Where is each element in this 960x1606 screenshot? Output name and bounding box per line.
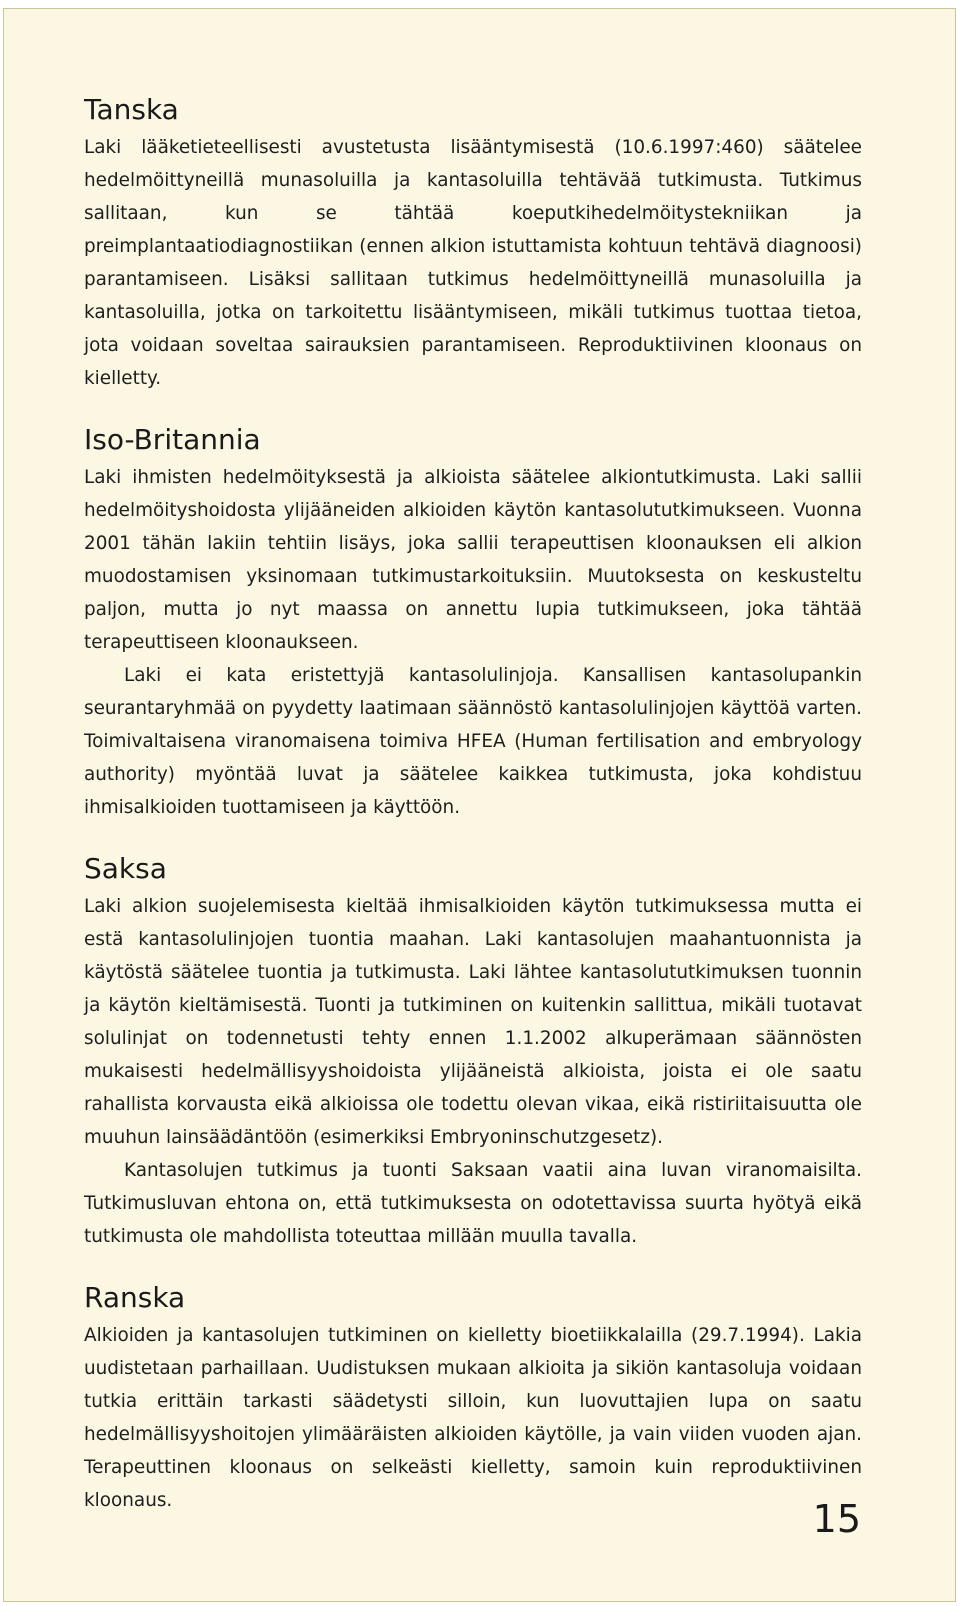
section-paragraph: Laki lääketieteellisesti avustetusta lisääntymisestä (10.6.1997:460) säätelee hedelmöittyneillä munasoluilla ja kantasoluilla tehtävää tutkimusta. Tutkimus sallitaan, kun se tähtää koeputkihedelmöitystekniikan ja preimplantaatiodiagnostiikan (ennen alkion istuttamista kohtuun tehtävä diagnoosi) parantamiseen. Lisäksi sallitaan tutkimus hedelmöittyneillä munasoluilla ja kantasoluilla, jotka on tarkoitettu lisääntymiseen, mikäli tutkimus tuottaa tietoa, jota voidaan soveltaa sairauksien parantamiseen. Reproduktiivinen kloonaus on kielletty. xyxy=(84,137,862,389)
section-paragraph: Laki ei kata eristettyjä kantasolulinjoja. Kansallisen kantasolupankin seurantaryhmää on pyydetty laatimaan säännöstö kantasolulinjojen käyttöä varten. Toimivaltaisena viranomaisena toimiva HFEA (Human fertilisation and embryology authority) myöntää luvat ja säätelee kaikkea tutkimusta, joka kohdistuu ihmisalkioiden tuottamiseen ja käyttöön. xyxy=(84,665,862,818)
section-heading: Ranska xyxy=(84,1281,186,1314)
section-tanska xyxy=(84,93,862,395)
page-number: 15 xyxy=(812,1497,861,1541)
section-saksa xyxy=(84,852,862,1253)
section-paragraph: Laki alkion suojelemisesta kieltää ihmisalkioiden käytön tutkimuksessa mutta ei estä kantasolulinjojen tuontia maahan. Laki kantasolujen maahantuonnista ja käytöstä säätelee tuontia ja tutkimusta. Laki lähtee kantasolututkimuksen tuonnin ja käytön kieltämisestä. Tuonti ja tutkiminen on kuitenkin sallittua, mikäli tuotavat solulinjat on todennetusti tehty ennen 1.1.2002 alkuperämaan säännösten mukaisesti hedelmällisyyshoidoista ylijääneistä alkioista, joista ei ole saatu rahallista korvausta eikä alkioissa ole todettu olevan vikaa, eikä ristiriitaisuutta ole muuhun lainsäädäntöön (esimerkiksi Embryoninschutzgesetz). xyxy=(84,896,862,1148)
section-ranska xyxy=(84,1281,862,1517)
section-heading: Tanska xyxy=(84,93,179,126)
section-heading: Saksa xyxy=(84,852,167,885)
section-heading: Iso-Britannia xyxy=(84,423,261,456)
section-iso-britannia xyxy=(84,423,862,824)
document-page xyxy=(3,8,956,1602)
section-paragraph: Alkioiden ja kantasolujen tutkiminen on kielletty bioetiikkalailla (29.7.1994). Lakia uudistetaan parhaillaan. Uudistuksen mukaan alkioita ja sikiön kantasoluja voidaan tutkia erittäin tarkasti säädetysti silloin, kun luovuttajien lupa on saatu hedelmällisyyshoitojen ylimääräisten alkioiden käytölle, ja vain viiden vuoden ajan. Terapeuttinen kloonaus on selkeästi kielletty, samoin kuin reproduktiivinen kloonaus. xyxy=(84,1325,862,1511)
page-content xyxy=(84,93,862,1545)
section-paragraph: Kantasolujen tutkimus ja tuonti Saksaan vaatii aina luvan viranomaisilta. Tutkimusluvan ehtona on, että tutkimuksesta on odotettavissa suurta hyötyä eikä tutkimusta ole mahdollista toteuttaa millään muulla tavalla. xyxy=(84,1160,862,1247)
section-paragraph: Laki ihmisten hedelmöityksestä ja alkioista säätelee alkiontutkimusta. Laki sallii hedelmöityshoidosta ylijääneiden alkioiden käytön kantasolututkimukseen. Vuonna 2001 tähän lakiin tehtiin lisäys, joka sallii terapeuttisen kloonauksen eli alkion muodostamisen yksinomaan tutkimustarkoituksiin. Muutoksesta on keskusteltu paljon, mutta jo nyt maassa on annettu lupia tutkimukseen, joka tähtää terapeuttiseen kloonaukseen. xyxy=(84,467,862,653)
